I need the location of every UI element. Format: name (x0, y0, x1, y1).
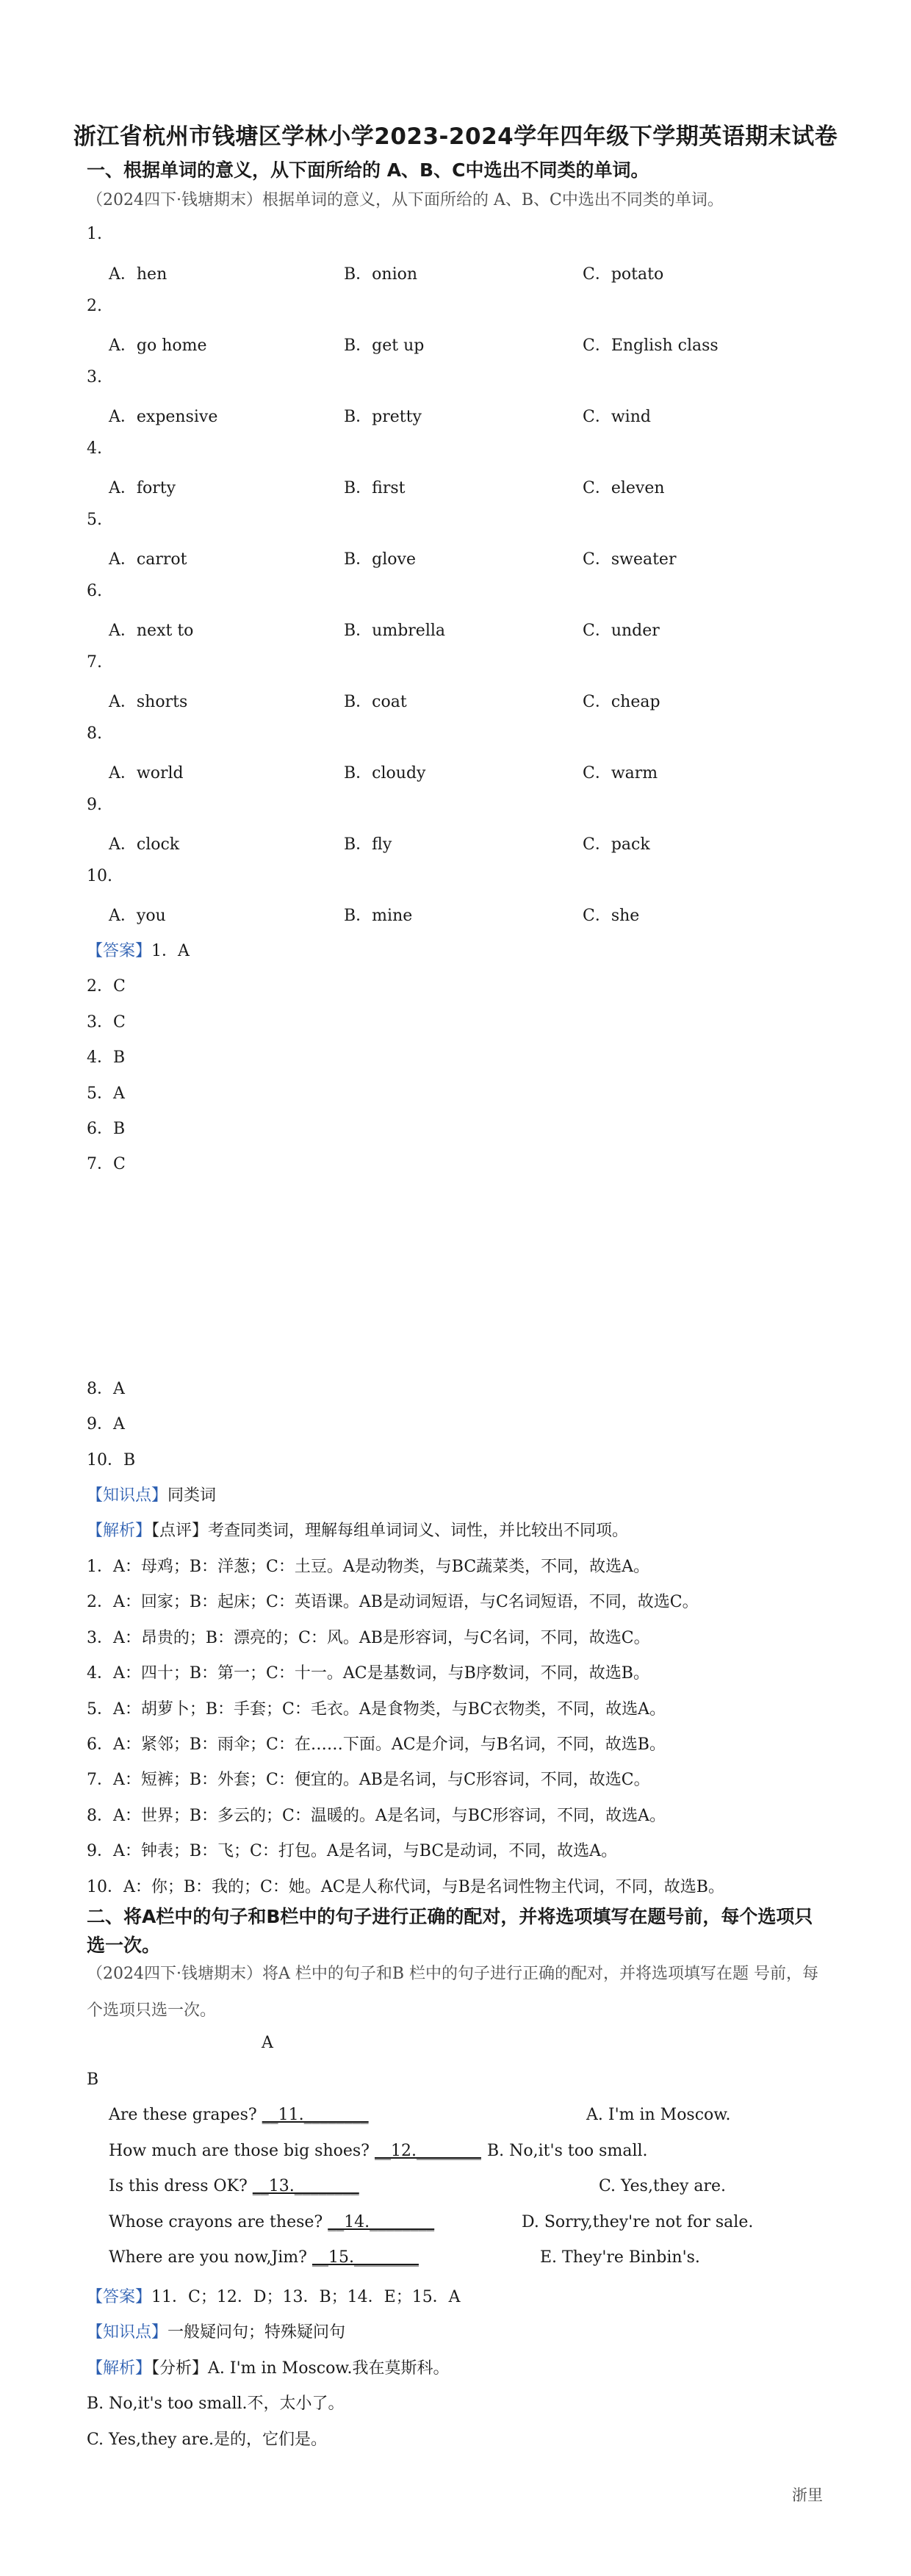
analysis-item: 6．A：紧邻；B：雨伞；C：在……下面。AC是介词，与B名词，不同，故选B。 (87, 1735, 666, 1754)
question-number: 8. (87, 724, 102, 743)
option-a: A．carrot (109, 550, 187, 569)
option-c: C．wind (583, 408, 651, 426)
option-a: A．shorts (109, 693, 188, 711)
knowledge-text: 一般疑问句；特殊疑问句 (168, 2323, 346, 2342)
option-c: C．English class (583, 337, 719, 355)
option-c: C．she (583, 907, 640, 925)
answer-item: 1．A (151, 942, 190, 960)
answer-blank: __11.________ (262, 2106, 369, 2124)
column-b-header: B (87, 2070, 99, 2089)
question-number: 9. (87, 796, 102, 814)
pair-option: A. I'm in Moscow. (586, 2106, 731, 2124)
answer-tag: 【答案】 (87, 942, 152, 960)
analysis-item: 9．A：钟表；B：飞；C：打包。A是名词，与BC是动词，不同，故选A。 (87, 1842, 618, 1860)
analysis-item: C. Yes,they are.是的，它们是。 (87, 2431, 328, 2449)
analysis-item: 10．A：你；B：我的；C：她。AC是人称代词，与B是名词性物主代词，不同，故选B。 (87, 1878, 724, 1896)
option-b: B．fly (344, 835, 392, 854)
answer-item: 8．A (87, 1380, 125, 1398)
analysis-item: 8．A：世界；B：多云的；C：温暖的。A是名词，与BC形容词，不同，故选A。 (87, 1807, 666, 1825)
answer-item: 6．B (87, 1120, 126, 1138)
question-number: 3. (87, 368, 102, 386)
knowledge-text: 同类词 (168, 1486, 217, 1505)
pair-option: B. No,it's too small. (487, 2142, 648, 2160)
pair-question (109, 2142, 481, 2160)
option-a: A．world (109, 764, 184, 782)
knowledge-tag: 【知识点】 (87, 1486, 168, 1505)
option-b: B．umbrella (344, 622, 446, 640)
option-c: C．pack (583, 835, 650, 854)
option-b: B．onion (344, 265, 418, 284)
analysis-intro: 【分析】A. I'm in Moscow.我在莫斯科。 (151, 2359, 450, 2378)
knowledge-tag: 【知识点】 (87, 2323, 168, 2342)
option-b: B．mine (344, 907, 413, 925)
analysis-item: 7．A：短裤；B：外套；C：便宜的。AB是名词，与C形容词，不同，故选C。 (87, 1771, 650, 1789)
answer-tag: 【答案】 (87, 2288, 152, 2306)
analysis-line (87, 2356, 450, 2378)
answer-item: 10．B (87, 1451, 136, 1469)
option-b: B．first (344, 479, 406, 497)
analysis-item: 4．A：四十；B：第一；C：十一。AC是基数词，与B序数词，不同，故选B。 (87, 1664, 649, 1683)
question-text: Are these grapes? (109, 2106, 262, 2124)
option-a: A．clock (109, 835, 180, 854)
pair-option: E. They're Binbin's. (540, 2248, 700, 2267)
question-number: 6. (87, 582, 102, 600)
knowledge-line (87, 2320, 345, 2342)
option-a: A．you (109, 907, 166, 925)
question-text: How much are those big shoes? (109, 2142, 375, 2160)
pair-question (109, 2177, 359, 2195)
option-c: C．potato (583, 265, 664, 284)
knowledge-line (87, 1483, 216, 1505)
page-footer: 浙里 (792, 2486, 823, 2504)
answer-item: 9．A (87, 1415, 125, 1433)
option-c: C．cheap (583, 693, 660, 711)
answer-item: 4．B (87, 1048, 126, 1067)
analysis-item: B. No,it's too small.不，太小了。 (87, 2395, 345, 2413)
pair-question (109, 2106, 369, 2124)
analysis-line (87, 1518, 628, 1541)
pair-question (109, 2213, 434, 2231)
analysis-item: 1．A：母鸡；B：洋葱；C：土豆。A是动物类，与BC蔬菜类，不同，故选A。 (87, 1558, 650, 1576)
question-number: 1. (87, 225, 102, 243)
answer-blank: __12.________ (374, 2142, 481, 2160)
option-c: C．under (583, 622, 660, 640)
question-number: 7. (87, 653, 102, 672)
option-a: A．forty (109, 479, 176, 497)
section1-intro: （2024四下·钱塘期末）根据单词的意义，从下面所给的 A、B、C中选出不同类的单词。 (87, 191, 724, 209)
answer-item: 7．C (87, 1155, 126, 1173)
answer-item: 5．A (87, 1084, 125, 1103)
answer-blank: __13.________ (252, 2177, 359, 2195)
section2-heading: 二、将A栏中的句子和B栏中的句子进行正确的配对，并将选项填写在题号前，每个选项只选一次。 (87, 1906, 813, 1956)
section1-heading: 一、根据单词的意义，从下面所给的 A、B、C中选出不同类的单词。 (87, 159, 649, 181)
question-number: 5. (87, 511, 102, 529)
option-b: B．pretty (344, 408, 422, 426)
option-b: B．get up (344, 337, 425, 355)
option-a: A．hen (109, 265, 168, 284)
pair-question (109, 2248, 419, 2267)
question-text: Is this dress OK? (109, 2177, 253, 2195)
question-number: 10. (87, 867, 112, 885)
question-text: Where are you now,Jim? (109, 2248, 312, 2267)
page-title: 浙江省杭州市钱塘区学林小学2023-2024学年四年级下学期英语期末试卷 (73, 123, 838, 150)
option-c: C．warm (583, 764, 658, 782)
analysis-intro: 【点评】考查同类词，理解每组单词词义、词性，并比较出不同项。 (151, 1522, 629, 1540)
option-a: A．go home (109, 337, 207, 355)
option-b: B．coat (344, 693, 407, 711)
answer-text: 11．C；12．D；13．B；14．E；15．A (151, 2288, 461, 2306)
option-c: C．sweater (583, 550, 677, 569)
question-number: 4. (87, 439, 102, 458)
analysis-item: 2．A：回家；B：起床；C：英语课。AB是动词短语，与C名词短语，不同，故选C。 (87, 1593, 699, 1611)
answer-line (87, 2284, 461, 2307)
answer-blank: __15.________ (312, 2248, 419, 2267)
column-a-header: A (262, 2034, 273, 2052)
option-a: A．expensive (109, 408, 218, 426)
answer-item: 2．C (87, 977, 126, 996)
analysis-item: 5．A：胡萝卜；B：手套；C：毛衣。A是食物类，与BC衣物类，不同，故选A。 (87, 1700, 666, 1719)
pair-option: D. Sorry,they're not for sale. (522, 2213, 754, 2231)
answer-item: 3．C (87, 1013, 126, 1032)
analysis-tag: 【解析】 (87, 2359, 152, 2378)
answer-blank: __14.________ (328, 2213, 435, 2231)
analysis-item: 3．A：昂贵的；B：漂亮的；C：风。AB是形容词，与C名词，不同，故选C。 (87, 1629, 650, 1647)
option-c: C．eleven (583, 479, 665, 497)
question-number: 2. (87, 297, 102, 315)
pair-option: C. Yes,they are. (599, 2177, 727, 2195)
answer-line (87, 938, 190, 961)
section2-intro: （2024四下·钱塘期末）将A 栏中的句子和B 栏中的句子进行正确的配对，并将选项填写在题 号前，每个选项只选一次。 (87, 1965, 819, 2020)
question-text: Whose crayons are these? (109, 2213, 328, 2231)
analysis-tag: 【解析】 (87, 1522, 152, 1540)
option-b: B．glove (344, 550, 416, 569)
option-b: B．cloudy (344, 764, 426, 782)
option-a: A．next to (109, 622, 194, 640)
